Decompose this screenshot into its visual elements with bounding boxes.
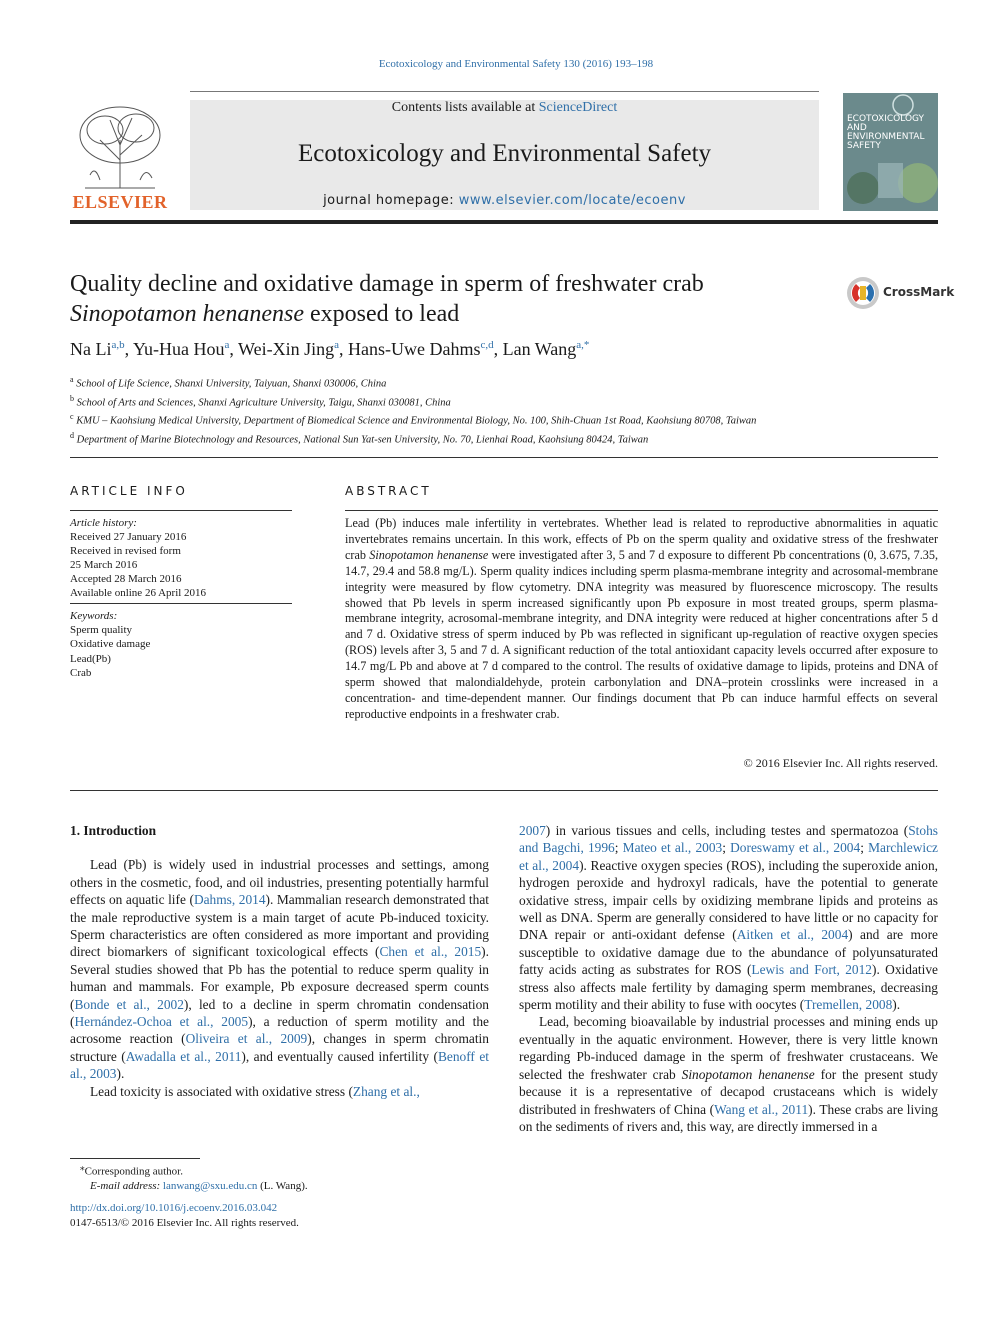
author-affil-sup[interactable]: c,d xyxy=(480,339,494,351)
affiliation-key: d xyxy=(70,430,74,440)
citation-link[interactable]: Lewis and Fort, 2012 xyxy=(751,962,873,978)
citation-link[interactable]: Benoff et al., 2003 xyxy=(70,1048,489,1082)
text-run: ), and eventually caused infertility ( xyxy=(241,1048,438,1064)
keywords xyxy=(70,609,292,680)
text-run: ). Reactive oxygen species (ROS), including the superoxide anion, hydrogen peroxide and hydroxyl radicals, have the potential to generate oxidative stress, impair cells by oxidizing membrane lipids and proteins as well as DNA. Sperm are generally considered to have little or no capacity for DNA repair or anti-oxidant defense ( xyxy=(519,857,939,943)
body-column-right xyxy=(519,822,938,1135)
journal-cover-image[interactable] xyxy=(843,93,938,211)
text-run: ). Oxidative stress also affects male fertility by damaging sperm membranes, decreasing sperm motility and their ability to fuse with oocytes ( xyxy=(519,962,938,1013)
doi-block xyxy=(70,1201,489,1231)
citation-link[interactable]: Bonde et al., 2002 xyxy=(74,996,184,1012)
text-run: for the present study because it is a representative of decapod crustaceans which is widely distributed in freshwaters of China ( xyxy=(519,1066,938,1117)
author-name[interactable]: Hans-Uwe Dahms xyxy=(347,339,481,359)
history-item: Available online 26 April 2016 xyxy=(70,587,207,599)
author-affil-sup[interactable]: a,* xyxy=(576,339,590,351)
history-item: Accepted 28 March 2016 xyxy=(70,573,182,585)
affiliation-key: a xyxy=(70,375,74,384)
author-name[interactable]: Wei-Xin Jing xyxy=(238,339,335,359)
text-run: Lead toxicity is associated with oxidative stress ( xyxy=(90,1083,353,1099)
journal-name: Ecotoxicology and Environmental Safety xyxy=(297,140,712,167)
species-name: Sinopotamon henanense xyxy=(681,1066,815,1082)
author-list: Na Li$^{a,b}$, Yu-Hua Hou$^a$, Wei-Xin Jing$^a$, Hans-Uwe Dahms$^{c,d}$, Lan Wang$^{a,*}$ xyxy=(70,339,590,359)
header-top-rule xyxy=(190,91,819,92)
doi-link[interactable]: http://dx.doi.org/10.1016/j.ecoenv.2016.03.042 xyxy=(70,1202,278,1214)
article-info-heading: ARTICLE INFO xyxy=(70,484,188,498)
cover-artwork xyxy=(843,93,938,211)
article-title xyxy=(70,269,830,329)
text-run: ). Several studies showed that Pb has the potential to reduce sperm quality in human and mammals. For example, Pb exposure decreased sperm counts ( xyxy=(70,944,489,1012)
divider xyxy=(70,790,938,791)
citation-link[interactable]: Hernández-Ochoa et al., 2005 xyxy=(74,1014,249,1030)
affiliation-text: School of Life Science, Shanxi University, Taiyuan, Shanxi 030006, China xyxy=(76,378,387,390)
footnote xyxy=(70,1160,489,1193)
affiliation-text: School of Arts and Sciences, Shanxi Agriculture University, Taigu, Shanxi 030081, China xyxy=(76,397,451,408)
citation-link[interactable]: Oliveira et al., 2009 xyxy=(185,1031,308,1047)
citation-link[interactable]: Aitken et al., 2004 xyxy=(736,927,849,943)
header-thick-rule xyxy=(70,220,938,224)
footnote-rule xyxy=(70,1158,200,1159)
cover-title: ECOTOXICOLOGY AND ENVIRONMENTAL SAFETY xyxy=(847,114,925,151)
keyword: Lead(Pb) xyxy=(70,652,111,665)
author-name[interactable]: Na Li xyxy=(70,339,112,359)
citation-link[interactable]: Awadalla et al., 2011 xyxy=(125,1048,242,1064)
paragraph xyxy=(519,1013,938,1135)
text-run: ; xyxy=(860,840,869,856)
paragraph xyxy=(519,822,938,1013)
affiliation xyxy=(70,410,830,429)
citation-link[interactable]: Chen et al., 2015 xyxy=(379,944,482,960)
author-name[interactable]: Lan Wang xyxy=(502,339,577,359)
history-item: 25 March 2016 xyxy=(70,559,138,571)
text-run: ; xyxy=(722,840,731,856)
history-item: Received in revised form xyxy=(70,545,181,557)
keyword: Oxidative damage xyxy=(70,638,151,651)
email-link[interactable]: lanwang@sxu.edu.cn xyxy=(162,1179,258,1192)
abstract-part: were investigated after 3, 5 and 7 d exposure to different Pb concentrations (0, 3.675, 7.35, 14.7, 29.4 and 58.8 mg/L). Sperm quality indices including sperm plasma-membrane integrity and acrosomal-membrane integrity were measured by flow cytometry. DNA integrity was measured by fluorescence microscopy. The results showed that Pb levels in sperm increased significantly upon Pb exposure in most treated groups, sperm plasma-membrane integrity, acrosomal-membrane integrity, and DNA integrity were reduced at higher concentrations after 5 d and 7 d. Oxidative stress of sperm induced by Pb was reflected in significant up-regulation of reactive oxygen species (ROS) levels after 3, 5 and 7 d. A significant reduction of the total antioxidant capacity levels occurred after exposure to 14.7 mg/L Pb and above at 7 d compared to the control. The results of oxidative damage to lipids, proteins and DNA of sperm showed that malondialdehyde, protein carbonylation and DNA–protein crosslinks were increased in a concentration- and time-dependent manner. Our findings document that Pb can induce harmful effects on several reproductive endpoints in a freshwater crab. xyxy=(345,547,938,721)
citation-link[interactable]: 2007 xyxy=(519,823,546,838)
email-note xyxy=(70,1179,489,1193)
corresponding-note: ⁎Corresponding author. xyxy=(80,1162,183,1178)
citation-link[interactable]: Doreswamy et al., 2004 xyxy=(730,840,861,856)
affiliations xyxy=(70,373,830,447)
divider xyxy=(70,603,292,604)
paragraph xyxy=(70,1083,489,1100)
author-affil-sup[interactable]: a xyxy=(224,339,230,351)
author-affil-sup[interactable]: a,b xyxy=(111,339,125,351)
body-column-left xyxy=(70,822,489,1100)
title-rest: exposed to lead xyxy=(303,301,460,327)
citation-link[interactable]: Stohs and Bagchi, 1996 xyxy=(519,823,938,856)
article-history xyxy=(70,516,292,600)
text-run: Lead (Pb) is widely used in industrial processes and settings, among others in the cosmetic, food, and oil industries, presenting potentially harmful effects on aquatic life ( xyxy=(70,857,489,908)
crossmark-label[interactable]: CrossMark xyxy=(883,285,955,299)
abstract-heading: ABSTRACT xyxy=(345,484,432,498)
text-run: ). xyxy=(892,997,901,1013)
elsevier-wordmark: ELSEVIER xyxy=(72,192,168,212)
text-run: ) and are more susceptible to oxidative damage due to the abundance of polyunsaturated fatty acids acting as substrates for ROS ( xyxy=(519,927,939,978)
abstract-text xyxy=(345,516,938,723)
text-run: ; xyxy=(614,840,623,856)
affiliation-key: b xyxy=(70,393,74,403)
text-run: ). Mammalian research demonstrated that the male reproductive system is a main target of acute Pb-induced toxicity. Sperm characteristics are often considered as more important and providing direct biomarkers of significant toxicological effects ( xyxy=(70,892,490,960)
author-name[interactable]: Yu-Hua Hou xyxy=(132,339,225,359)
affiliation xyxy=(70,392,830,411)
affiliation-text: Department of Marine Biotechnology and Resources, National Sun Yat-sen University, No. 70, Lienhai Road, Kaohsiung 80424, Taiwan xyxy=(76,434,649,445)
email-suffix: (L. Wang). xyxy=(257,1179,308,1192)
divider xyxy=(345,510,938,511)
divider xyxy=(70,457,938,458)
section-heading: 1. Introduction xyxy=(70,823,157,838)
abstract-copyright: © 2016 Elsevier Inc. All rights reserved. xyxy=(743,756,938,770)
keyword: Sperm quality xyxy=(70,624,133,637)
homepage-prefix: journal homepage: xyxy=(323,193,459,208)
citation-link[interactable]: Wang et al., 2011 xyxy=(714,1101,809,1117)
citation-link[interactable]: Marchlewicz et al., 2004 xyxy=(519,840,938,873)
homepage-link[interactable]: www.elsevier.com/locate/ecoenv xyxy=(458,193,686,208)
text-run: ) in various tissues and cells, including testes and spermatozoa ( xyxy=(545,823,909,838)
corresponding-label: Corresponding author. xyxy=(84,1165,183,1178)
citation-link[interactable]: Mateo et al., 2003 xyxy=(622,840,723,856)
citation-link[interactable]: Zhang et al., xyxy=(352,1083,420,1099)
contents-prefix: Contents lists available at xyxy=(391,100,539,115)
divider xyxy=(70,510,292,511)
affiliation-text: KMU – Kaohsiung Medical University, Department of Biomedical Science and Environmental Biology, No. 100, Shih-Chuan 1st Road, Kaohsiung 80708, Taiwan xyxy=(76,415,757,427)
issn-line: 0147-6513/© 2016 Elsevier Inc. All rights reserved. xyxy=(70,1217,299,1229)
history-item: Received 27 January 2016 xyxy=(70,531,187,543)
email-label: E-mail address: xyxy=(90,1179,163,1192)
journal-homepage xyxy=(190,193,819,208)
abstract-part: Lead (Pb) induces male infertility in vertebrates. Whether lead is related to reproductive abnormalities in aquatic invertebrates remains uncertain. In this work, effects of Pb on the sperm quality and oxidative stress of the freshwater crab xyxy=(345,516,938,562)
crossmark-icon[interactable] xyxy=(846,276,880,310)
affiliation-key: c xyxy=(70,412,74,421)
contents-line xyxy=(190,100,819,116)
text-run: ), a reduction of sperm motility and the acrosome reaction ( xyxy=(70,1014,489,1047)
title-species: Sinopotamon henanense xyxy=(70,301,304,327)
paragraph xyxy=(70,856,489,1082)
journal-reference[interactable]: Ecotoxicology and Environmental Safety 130 (2016) 193–198 xyxy=(378,58,654,70)
citation-link[interactable]: Tremellen, 2008 xyxy=(804,997,893,1013)
text-run: ), led to a decline in sperm chromatin condensation ( xyxy=(70,996,489,1030)
affiliation xyxy=(70,373,830,392)
text-run: ), changes in sperm chromatin structure ( xyxy=(70,1031,489,1064)
history-label: Article history: xyxy=(70,517,137,529)
keyword: Crab xyxy=(70,666,92,679)
title-line-1: Quality decline and oxidative damage in sperm of freshwater crab xyxy=(70,271,704,297)
author-affil-sup[interactable]: a xyxy=(334,339,339,351)
text-run: ). xyxy=(116,1066,125,1082)
text-run: Lead, becoming bioavailable by industrial processes and mining ends up eventually in the aquatic environment. However, there is very little known regarding Pb-induced damage in the sperm of freshwater crustaceans. We selected the freshwater crab xyxy=(519,1014,938,1082)
sciencedirect-link[interactable]: ScienceDirect xyxy=(538,100,618,115)
affiliation xyxy=(70,429,830,448)
abstract-species: Sinopotamon henanense xyxy=(369,547,489,562)
keywords-label: Keywords: xyxy=(70,610,118,622)
text-run: ). These crabs are living on the sediments of rivers and, this way, are directly immersed in a xyxy=(519,1101,939,1134)
citation-link[interactable]: Dahms, 2014 xyxy=(193,892,266,908)
